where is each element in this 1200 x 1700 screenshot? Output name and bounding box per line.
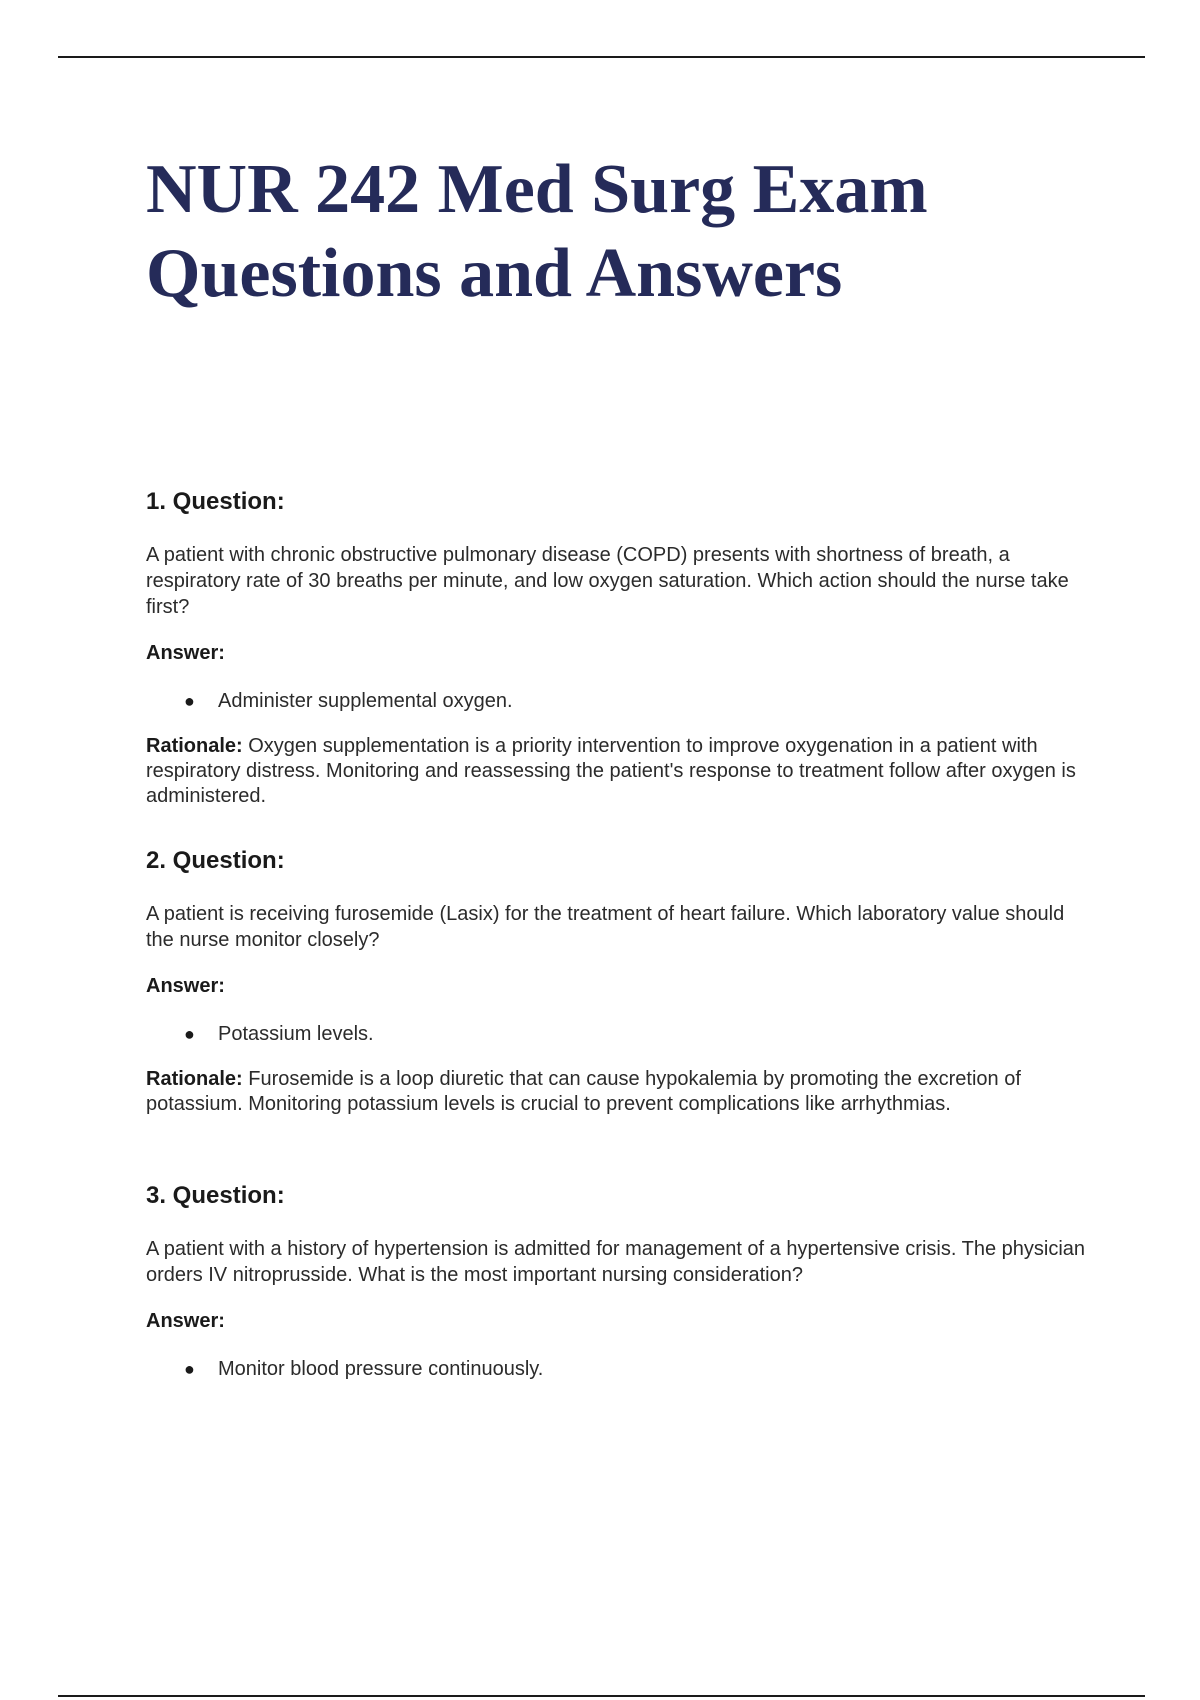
rationale-text: Furosemide is a loop diuretic that can cause hypokalemia by promoting the excretion of potassium. Monitoring potassium levels is crucial to prevent complications like arrhythmias.: [146, 1068, 1021, 1115]
answer-text: Potassium levels.: [218, 1023, 374, 1045]
rationale: [146, 734, 1096, 809]
document-title: NUR 242 Med Surg Exam Questions and Answers: [146, 151, 928, 312]
question-heading: 2. Question:: [146, 847, 285, 874]
rationale-label: Rationale:: [146, 1068, 243, 1090]
question-heading: 3. Question:: [146, 1182, 285, 1209]
answer-list: [146, 1356, 1096, 1382]
question-text: A patient with chronic obstructive pulmonary disease (COPD) presents with shortness of breath, a respiratory rate of 30 breaths per minute, and low oxygen saturation. Which action should the nurse take first?: [146, 544, 1069, 618]
answer-item: [146, 1356, 1096, 1382]
answer-label: Answer:: [146, 642, 225, 664]
rationale: [146, 1067, 1096, 1117]
answer-label: Answer:: [146, 1310, 225, 1332]
answer-list: [146, 1021, 1096, 1047]
answer-text: Monitor blood pressure continuously.: [218, 1358, 544, 1380]
answer-item: [146, 688, 1096, 714]
question-text: A patient is receiving furosemide (Lasix) for the treatment of heart failure. Which laboratory value should the nurse monitor closely?: [146, 903, 1065, 951]
bullet-icon: ●: [184, 1359, 195, 1379]
answer-text: Administer supplemental oxygen.: [218, 690, 513, 712]
bullet-icon: ●: [184, 691, 195, 711]
question-text: A patient with a history of hypertension is admitted for management of a hypertensive crisis. The physician orders IV nitroprusside. What is the most important nursing consideration?: [146, 1238, 1086, 1286]
question-heading: 1. Question:: [146, 488, 285, 515]
answer-item: [146, 1021, 1096, 1047]
question-block-1: [146, 488, 1096, 809]
rationale-label: Rationale:: [146, 735, 243, 757]
bottom-rule: [58, 1695, 1145, 1697]
question-block-3: [146, 1182, 1096, 1402]
question-block-2: [146, 847, 1096, 1117]
bullet-icon: ●: [184, 1024, 195, 1044]
top-rule: [58, 56, 1145, 58]
answer-list: [146, 688, 1096, 714]
answer-label: Answer:: [146, 975, 225, 997]
rationale-text: Oxygen supplementation is a priority intervention to improve oxygenation in a patient with respiratory distress. Monitoring and reassessing the patient's response to treatment follow after oxygen is administered.: [146, 735, 1076, 807]
